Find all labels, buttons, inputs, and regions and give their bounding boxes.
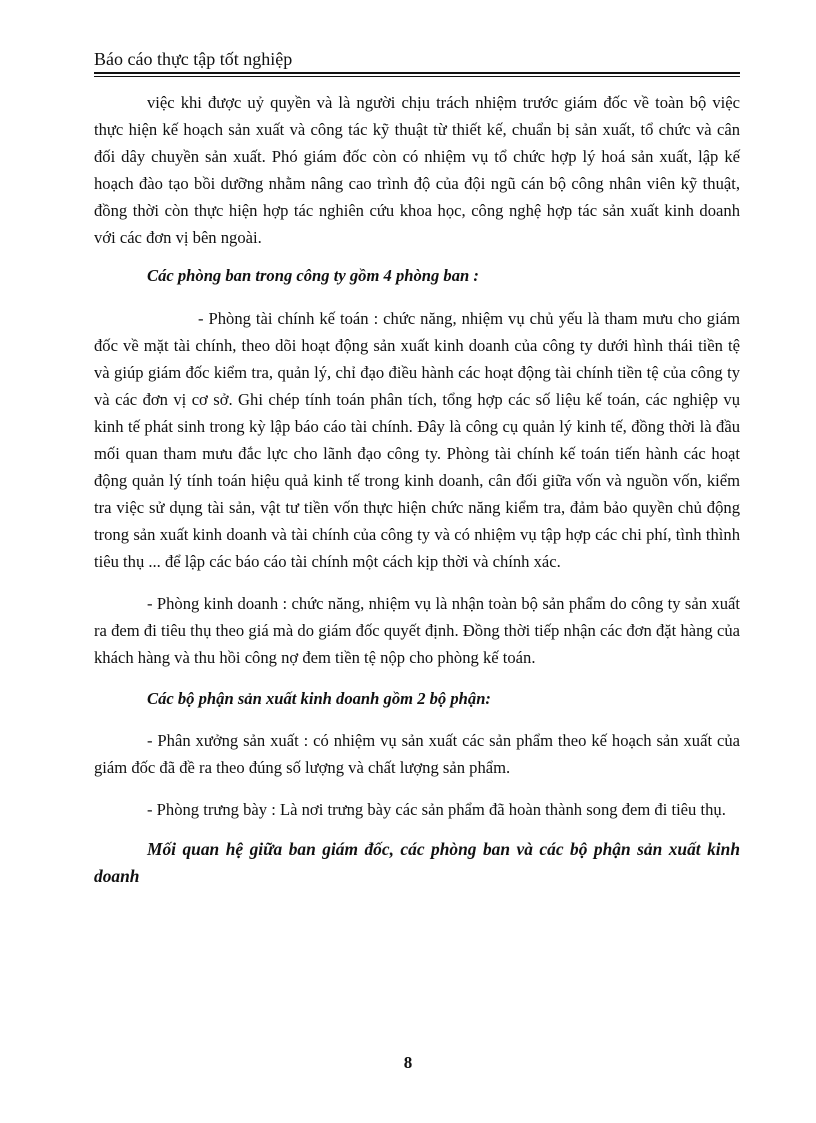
paragraph-business-department: - Phòng kinh doanh : chức năng, nhiệm vụ là nhận toàn bộ sản phẩm do công ty sản xuất ra đem đi tiêu thụ theo giá mà do giám đốc quyết định. Đồng thời tiếp nhận các đơn đặt hàng của khách hàng và thu hồi công nợ đem tiền tệ nộp cho phòng kế toán. [94,594,740,667]
paragraph-finance-accounting: - Phòng tài chính kế toán : chức năng, nhiệm vụ chủ yếu là tham mưu cho giám đốc về mặt tài chính, theo dõi hoạt động sản xuất kinh doanh của công ty dưới hình thái tiền tệ và giúp giám đốc kiểm tra, quản lý, chỉ đạo điều hành các hoạt động tài chính tiền tệ của công ty và các đơn vị cơ sở. Ghi chép tính toán phân tích, tổng hợp các số liệu kế toán, các nghiệp vụ kinh tế phát sinh trong kỳ lập báo cáo tài chính. Đây là công cụ quản lý kinh tế, đồng thời là đầu mối quan tham mưu đắc lực cho lãnh đạo công ty. Phòng tài chính kế toán tiến hành các hoạt động quản lý tính toán hiệu quả kinh tế trong kinh doanh, cân đối giữa vốn và nguồn vốn, kiểm tra việc sử dụng tài sản, vật tư tiền vốn thực hiện chức năng kiểm tra, đảm bảo quyền chủ động trong sản xuất kinh doanh và tài chính của công ty và có nhiệm vụ tập hợp các chi phí, tình thình tiêu thụ ... để lập các báo cáo tài chính một cách kịp thời và chính xác. [94,309,740,571]
document-body [94,89,740,890]
header-rule-thin [94,76,740,77]
paragraph-vice-director-duties: việc khi được uỷ quyền và là người chịu trách nhiệm trước giám đốc về toàn bộ việc thực hiện kế hoạch sản xuất và công tác kỹ thuật từ thiết kế, chuẩn bị sản xuất, tổ chức và cân đối dây chuyền sản xuất. Phó giám đốc còn có nhiệm vụ tổ chức hợp lý hoá sản xuất, lập kế hoạch đào tạo bồi dưỡng nhằm nâng cao trình độ của đội ngũ cán bộ công nhân viên kỹ thuật, đồng thời còn thực hiện hợp tác nghiên cứu khoa học, công nghệ hợp tác sản xuất kinh doanh với các đơn vị bên ngoài. [94,93,740,247]
page-number: 8 [403,1053,413,1072]
section-heading-relationships: Mối quan hệ giữa ban giám đốc, các phòng ban và các bộ phận sản xuất kinh doanh [94,839,740,886]
header-rule-thick [94,72,740,74]
page-header-title: Báo cáo thực tập tốt nghiệp [94,49,293,69]
section-heading-production-units: Các bộ phận sản xuất kinh doanh gồm 2 bộ phận: [147,689,491,708]
paragraph-production-workshop: - Phân xưởng sản xuất : có nhiệm vụ sản xuất các sản phẩm theo kế hoạch sản xuất của giám đốc đã đề ra theo đúng số lượng và chất lượng sản phẩm. [94,731,740,777]
paragraph-showroom: - Phòng trưng bày : Là nơi trưng bày các sản phẩm đã hoàn thành song đem đi tiêu thụ. [147,800,726,819]
section-heading-departments: Các phòng ban trong công ty gồm 4 phòng ban : [147,266,479,285]
